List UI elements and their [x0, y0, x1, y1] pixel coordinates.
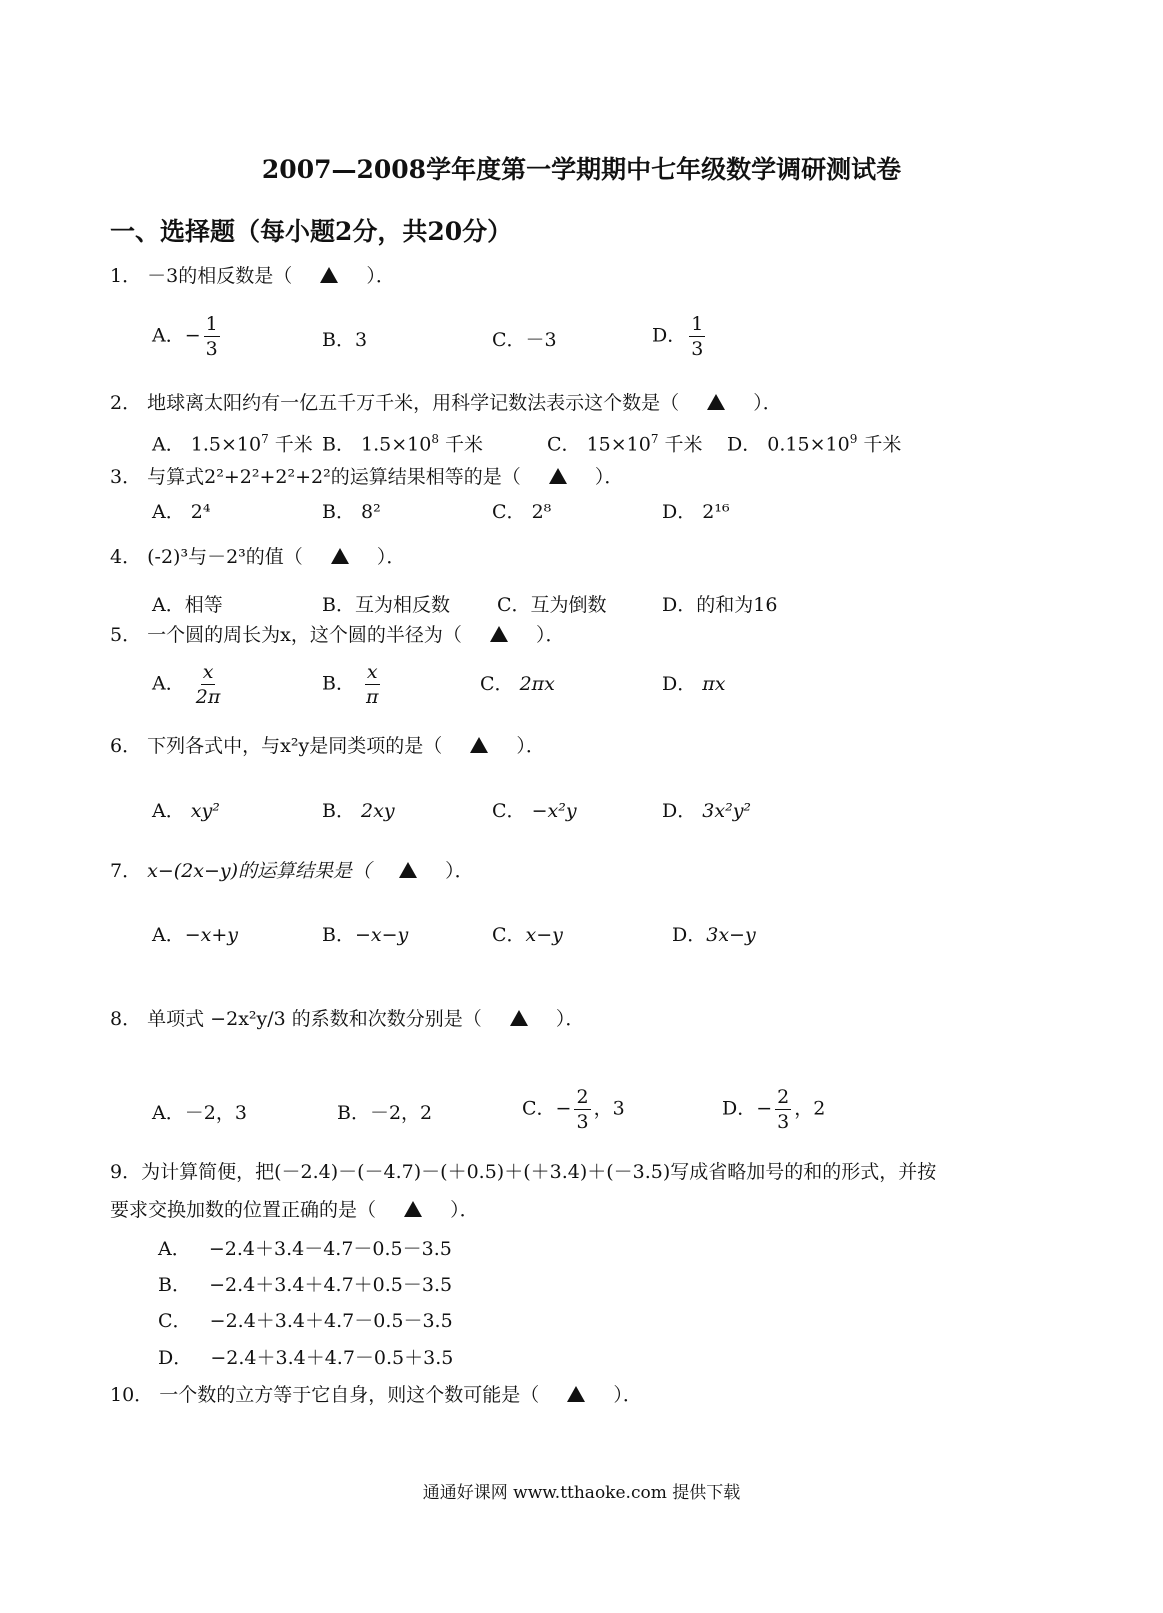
question-text: 单项式 −2x²y/3 的系数和次数分别是（: [147, 1008, 482, 1030]
option-label: B．: [322, 800, 355, 822]
option-value: 3: [354, 329, 368, 351]
question-end: ）．: [516, 735, 545, 757]
option-value: 2⁸: [531, 501, 552, 523]
option-value: －3: [525, 329, 557, 351]
option-value: 3x−y: [706, 924, 756, 946]
option-label: D．: [652, 324, 687, 347]
option-7c: [492, 922, 563, 948]
question-number: 9．: [110, 1161, 142, 1183]
option-value: xy²: [190, 800, 220, 822]
option-7d: [672, 922, 756, 948]
question-2: [110, 390, 782, 416]
option-8a: [152, 1100, 247, 1126]
option-label: C．: [522, 1097, 556, 1120]
option-1a: A．− $\frac{1}{3}$: [152, 313, 218, 360]
option-2d: D． $0.15\times 10^9$ 千米: [727, 432, 902, 456]
option-label: D．: [662, 673, 697, 695]
question-number: 8．: [110, 1008, 142, 1030]
answer-triangle-icon: [331, 548, 349, 564]
option-label: B．: [322, 329, 355, 351]
question-end: ）．: [366, 265, 395, 287]
option-5d: [662, 671, 725, 697]
question-9: [110, 1159, 936, 1185]
option-3a: [152, 499, 211, 525]
option-1c: [492, 327, 557, 353]
option-5a: A． $\frac{x}{2\pi}$: [152, 661, 221, 708]
answer-triangle-icon: [490, 626, 508, 642]
question-end: ）．: [613, 1384, 642, 1406]
option-value: −2.4＋3.4－4.7－0.5－3.5: [208, 1238, 452, 1260]
option-label: C．: [492, 800, 526, 822]
question-end: ）．: [450, 1199, 479, 1221]
question-4: [110, 544, 405, 570]
option-value: 互为倒数: [530, 594, 607, 616]
option-9c: [158, 1308, 453, 1334]
option-value: 3x²y²: [702, 800, 752, 822]
question-3: [110, 464, 623, 490]
answer-triangle-icon: [399, 862, 417, 878]
option-4b: [322, 592, 450, 618]
option-label: C．: [492, 329, 526, 351]
question-7: [110, 858, 474, 884]
option-label: B．: [322, 672, 355, 695]
question-end: ）．: [535, 624, 565, 646]
question-text: 一个圆的周长为x，这个圆的半径为（: [147, 624, 462, 646]
option-label: B．: [322, 594, 355, 616]
section-heading: 一、选择题（每小题2分，共20分）: [110, 217, 513, 246]
option-label: C．: [492, 924, 526, 946]
option-4d: [662, 592, 777, 618]
question-text: 下列各式中，与x²y是同类项的是（: [147, 735, 443, 757]
option-6c: [492, 798, 577, 824]
option-9a: [158, 1236, 452, 1262]
question-number: 10．: [110, 1384, 154, 1406]
option-4a: [152, 592, 223, 618]
option-label: B．: [322, 433, 355, 456]
answer-triangle-icon: [404, 1201, 422, 1217]
option-label: B．: [158, 1274, 191, 1296]
option-label: C．: [497, 594, 531, 616]
question-6: [110, 733, 545, 759]
option-label: D．: [662, 800, 697, 822]
option-label: D．: [662, 594, 697, 616]
option-label: C．: [480, 673, 514, 695]
question-text: 一个数的立方等于它自身，则这个数可能是（: [159, 1384, 540, 1406]
option-label: A．: [158, 1238, 191, 1260]
option-7a: [152, 922, 238, 948]
question-text: x−(2x−y)的运算结果是（: [147, 860, 372, 882]
option-label: B．: [337, 1102, 370, 1124]
option-label: C．: [492, 501, 526, 523]
option-label: D．: [672, 924, 707, 946]
question-text: －3的相反数是（: [147, 265, 293, 287]
option-4c: [497, 592, 607, 618]
option-label: A．: [152, 1102, 185, 1124]
option-value: 相等: [184, 594, 223, 616]
option-label: A．: [152, 433, 185, 456]
option-5c: [480, 671, 555, 697]
question-text: 为计算简便，把(－2.4)－(－4.7)－(＋0.5)＋(＋3.4)＋(－3.5)写成省略加号的和的形式，并按: [141, 1161, 937, 1183]
option-value: 8²: [361, 501, 381, 523]
option-value: －2，3: [184, 1102, 247, 1124]
option-label: A．: [152, 324, 185, 347]
question-end: ）．: [445, 860, 474, 882]
option-value: －2，2: [369, 1102, 433, 1124]
page-title: 2007—2008学年度第一学期期中七年级数学调研测试卷: [261, 155, 902, 184]
option-label: A．: [152, 594, 185, 616]
option-value: −x²y: [531, 800, 577, 822]
option-8b: [337, 1100, 432, 1126]
option-value: 2¹⁶: [702, 501, 730, 523]
option-2c: C． $15\times 10^7$ 千米: [547, 432, 703, 456]
question-number: 3．: [110, 466, 142, 488]
answer-triangle-icon: [567, 1386, 585, 1402]
option-value: −x−y: [354, 924, 409, 946]
option-value: −x+y: [184, 924, 239, 946]
option-label: A．: [152, 672, 185, 695]
question-number: 7．: [110, 860, 142, 882]
option-7b: [322, 922, 408, 948]
option-value: −2.4＋3.4＋4.7－0.5－3.5: [209, 1310, 453, 1332]
option-label: C．: [547, 433, 581, 456]
answer-triangle-icon: [470, 737, 488, 753]
question-number: 2．: [110, 392, 142, 414]
answer-triangle-icon: [510, 1010, 528, 1026]
option-8d: D．− $\frac{2}{3}$ ，2: [722, 1086, 826, 1133]
option-2a: A． $1.5\times 10^7$ 千米: [152, 432, 313, 456]
option-value: 的和为16: [696, 594, 778, 616]
question-end: ）．: [753, 392, 782, 414]
question-text: 要求交换加数的位置正确的是（: [110, 1199, 377, 1221]
option-1b: [322, 327, 367, 353]
question-end: ）．: [594, 466, 624, 488]
option-label: B．: [322, 501, 355, 523]
question-number: 5．: [110, 624, 142, 646]
option-9b: [158, 1272, 452, 1298]
option-value: x−y: [525, 924, 563, 946]
question-9-line2: [110, 1197, 479, 1223]
question-text: 地球离太阳约有一亿五千万千米，用科学记数法表示这个数是（: [147, 392, 680, 414]
option-2b: B． $1.5\times 10^8$ 千米: [322, 432, 484, 456]
option-8c: C．− $\frac{2}{3}$ ，3: [522, 1086, 625, 1133]
question-number: 1．: [110, 265, 142, 287]
option-label: D．: [158, 1347, 193, 1369]
option-label: D．: [727, 433, 762, 456]
question-text: (-2)³与－2³的值（: [147, 546, 303, 568]
option-9d: [158, 1345, 453, 1371]
page-footer: 通通好课网 www.tthaoke.com 提供下载: [422, 1483, 741, 1503]
answer-triangle-icon: [549, 468, 567, 484]
option-value: 2⁴: [190, 501, 211, 523]
option-5b: B． $\frac{x}{\pi}$: [322, 661, 379, 708]
option-6b: [322, 798, 395, 824]
question-10: [110, 1382, 642, 1408]
option-value: 2xy: [361, 800, 395, 822]
option-label: A．: [152, 501, 185, 523]
option-label: A．: [152, 800, 185, 822]
option-value: πx: [702, 673, 726, 695]
question-end: ）．: [555, 1008, 585, 1030]
option-label: D．: [662, 501, 697, 523]
question-8: [110, 1006, 584, 1032]
question-1: [110, 263, 395, 289]
option-label: D．: [722, 1097, 757, 1120]
option-3c: [492, 499, 551, 525]
option-3b: [322, 499, 381, 525]
option-label: C．: [158, 1310, 192, 1332]
option-6d: [662, 798, 751, 824]
option-value: 2πx: [519, 673, 555, 695]
option-value: 互为相反数: [354, 594, 450, 616]
option-value: −2.4＋3.4＋4.7－0.5＋3.5: [210, 1347, 454, 1369]
question-5: [110, 622, 564, 648]
option-3d: [662, 499, 730, 525]
option-label: A．: [152, 924, 185, 946]
question-end: ）．: [376, 546, 406, 568]
question-text: 与算式2²+2²+2²+2²的运算结果相等的是（: [147, 466, 521, 488]
option-6a: [152, 798, 220, 824]
option-label: B．: [322, 924, 355, 946]
option-value: −2.4＋3.4＋4.7＋0.5－3.5: [209, 1274, 453, 1296]
question-number: 6．: [110, 735, 142, 757]
answer-triangle-icon: [707, 394, 725, 410]
answer-triangle-icon: [320, 267, 338, 283]
question-number: 4．: [110, 546, 142, 568]
option-1d: D． $\frac{1}{3}$: [652, 313, 704, 360]
